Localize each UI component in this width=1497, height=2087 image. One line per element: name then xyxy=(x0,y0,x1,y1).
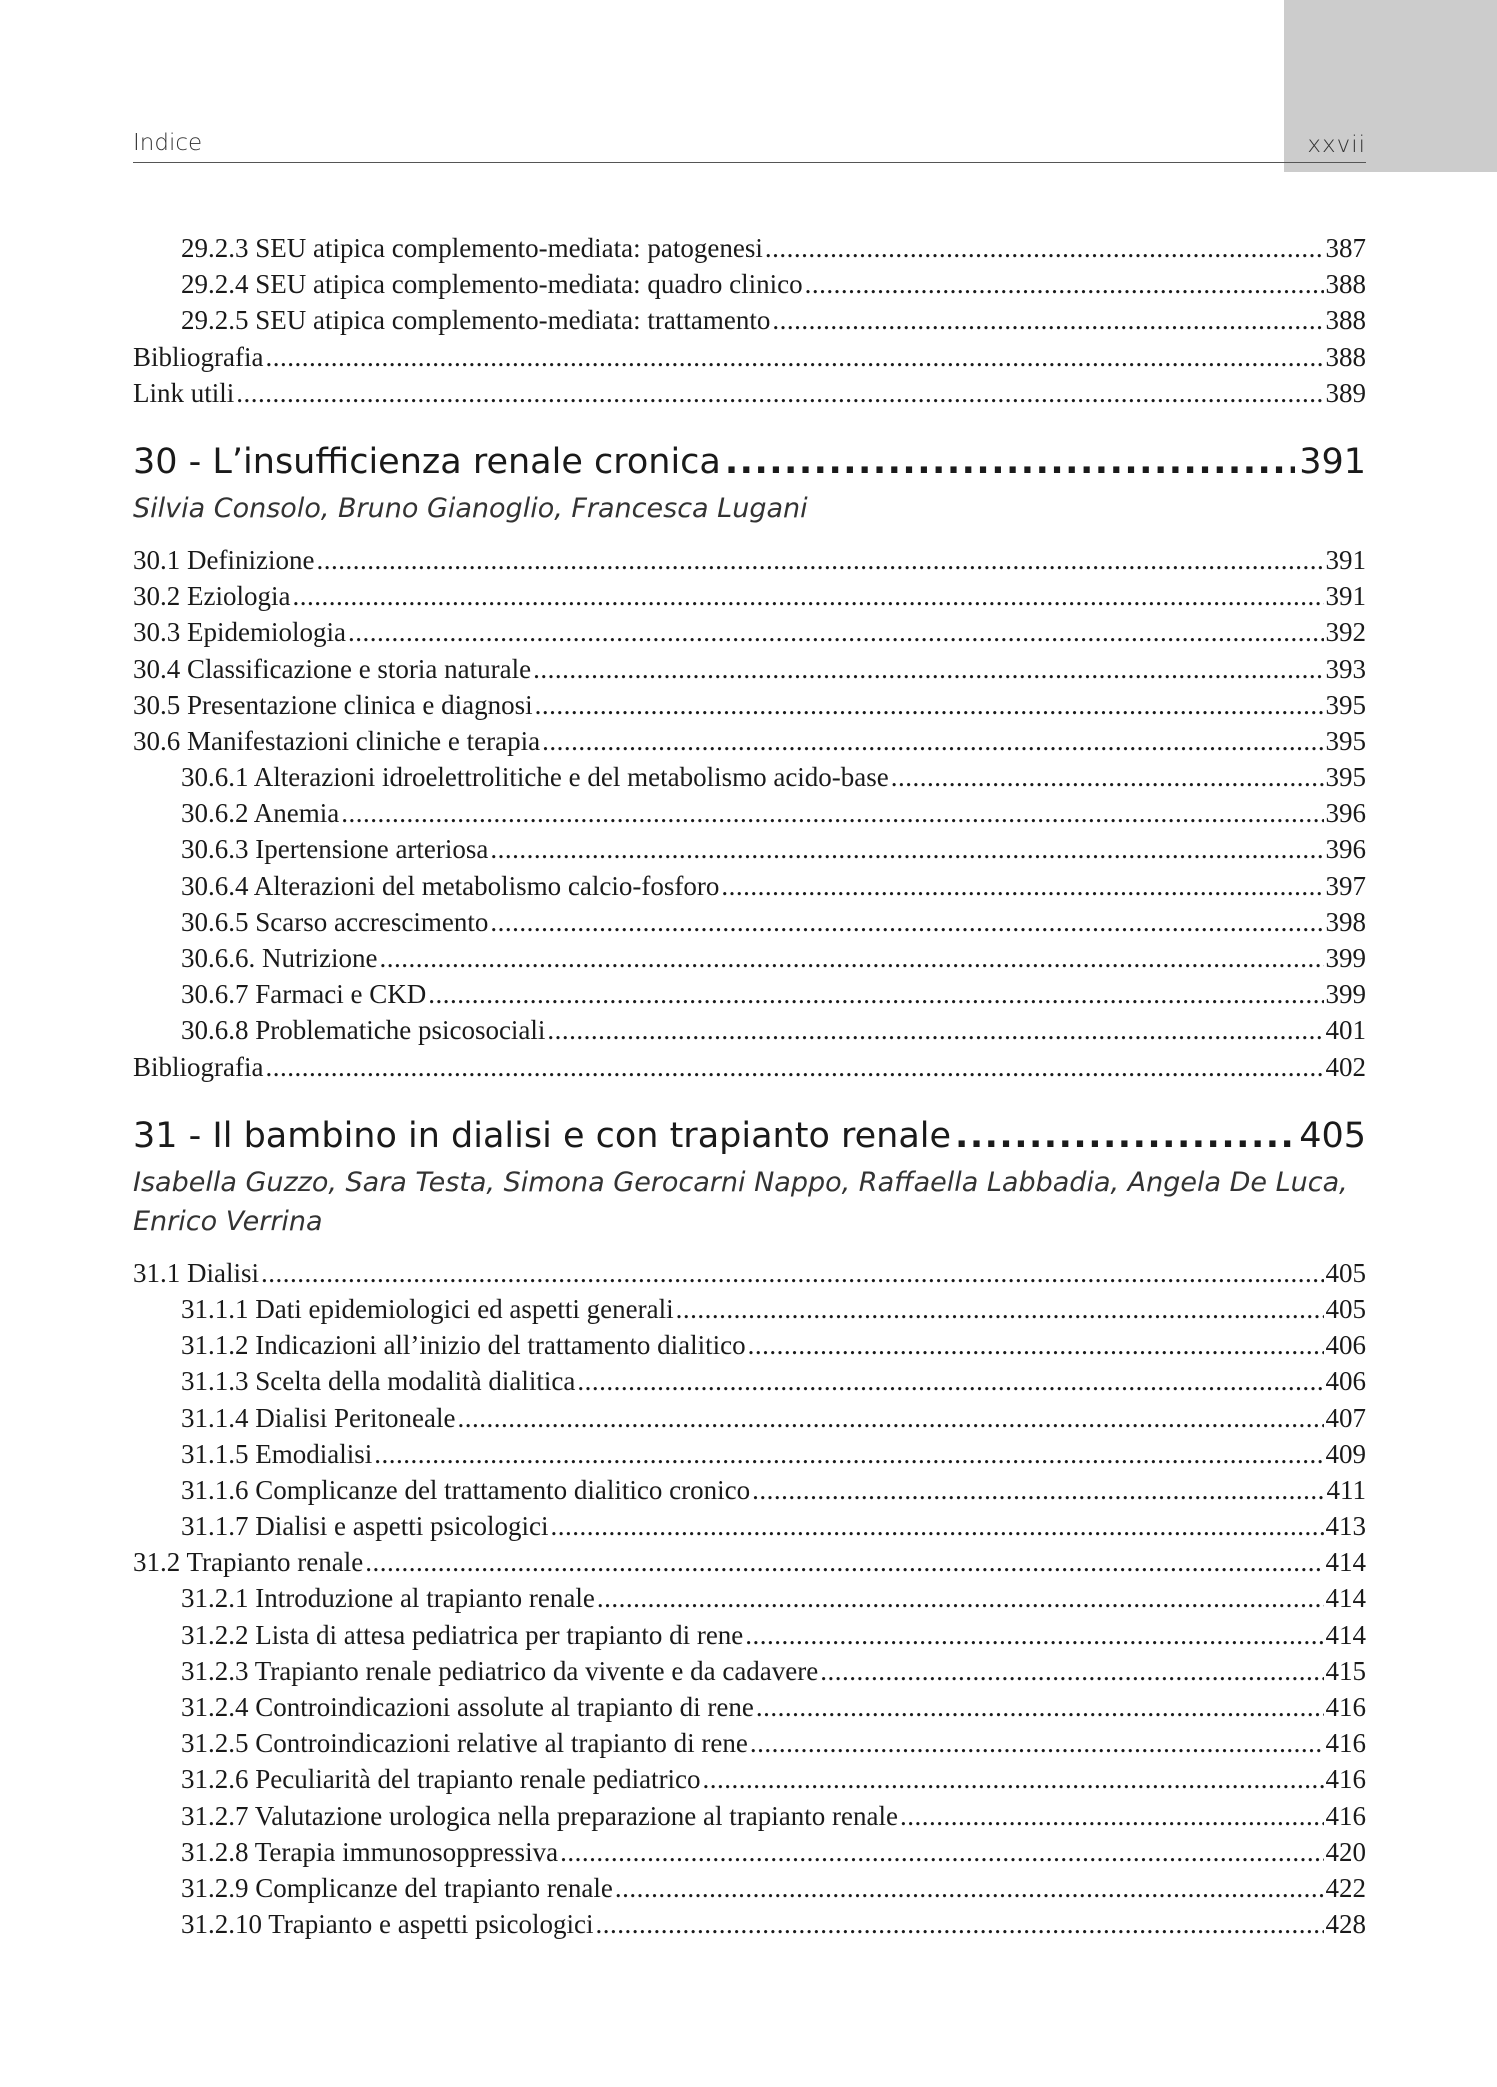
toc-entry[interactable] xyxy=(133,1012,1366,1048)
toc-entry[interactable] xyxy=(133,1472,1366,1508)
section-title: Indice xyxy=(133,130,203,156)
entry-page: 414 xyxy=(1325,1619,1366,1650)
entry-label: 31.2.9 Complicanze del trapianto renale xyxy=(181,1872,613,1903)
entry-label: 31.1.1 Dati epidemiologici ed aspetti generali xyxy=(181,1293,674,1324)
entry-label: 31.1.2 Indicazioni all’inizio del trattamento dialitico xyxy=(181,1330,746,1361)
entry-label: 31.2.2 Lista di attesa pediatrica per trapianto di rene xyxy=(181,1619,744,1650)
leader-dots xyxy=(820,1653,1323,1689)
entry-page: 389 xyxy=(1325,377,1366,408)
entry-page: 395 xyxy=(1325,689,1366,720)
entry-label: 30.6.4 Alterazioni del metabolismo calcio-fosforo xyxy=(181,870,720,901)
entry-label: 31.1.3 Scelta della modalità dialitica xyxy=(181,1366,576,1397)
toc-entry[interactable] xyxy=(133,1761,1366,1797)
toc-entry[interactable] xyxy=(133,1870,1366,1906)
toc-entry[interactable] xyxy=(133,1400,1366,1436)
leader-dots xyxy=(261,1255,1324,1291)
leader-dots xyxy=(721,868,1323,904)
toc-entry[interactable] xyxy=(133,687,1366,723)
toc-entry[interactable] xyxy=(133,1436,1366,1472)
leader-dots xyxy=(805,266,1324,302)
entry-label: 30.2 Eziologia xyxy=(133,581,291,612)
entry-page: 405 xyxy=(1325,1257,1366,1288)
entry-page: 406 xyxy=(1325,1330,1366,1361)
leader-dots xyxy=(374,1436,1323,1472)
entry-page: 413 xyxy=(1325,1511,1366,1542)
entry-label: 30.6.8 Problematiche psicosociali xyxy=(181,1015,546,1046)
entry-label: 31.2.6 Peculiarità del trapianto renale pediatrico xyxy=(181,1764,701,1795)
toc-entry[interactable] xyxy=(133,1255,1366,1291)
chapter-31-authors: Isabella Guzzo, Sara Testa, Simona Gerocarni Nappo, Raffaella Labbadia, Angela De Luca, Enrico Verrina xyxy=(133,1166,1348,1237)
entry-page: 402 xyxy=(1325,1051,1366,1082)
leader-dots xyxy=(428,976,1323,1012)
toc-entry[interactable] xyxy=(133,759,1366,795)
entry-label: 31.2.5 Controindicazioni relative al trapianto di rene xyxy=(181,1728,748,1759)
toc-entry[interactable] xyxy=(133,578,1366,614)
entry-page: 388 xyxy=(1325,341,1366,372)
entry-label: Bibliografia xyxy=(133,341,264,372)
toc-entry[interactable] xyxy=(133,614,1366,650)
entry-label: 31.1.4 Dialisi Peritoneale xyxy=(181,1402,456,1433)
entry-page: 415 xyxy=(1325,1655,1366,1686)
entry-page: 414 xyxy=(1325,1547,1366,1578)
toc-entry[interactable] xyxy=(133,1906,1366,1942)
leader-dots xyxy=(597,1580,1324,1616)
chapter-30-heading[interactable] xyxy=(133,439,1366,485)
chapter-30-entries xyxy=(133,542,1366,1085)
leader-dots xyxy=(703,1761,1324,1797)
entry-label: 30.6 Manifestazioni cliniche e terapia xyxy=(133,725,541,756)
leader-dots xyxy=(547,1012,1323,1048)
entry-page: 391 xyxy=(1325,581,1366,612)
toc-entry[interactable] xyxy=(133,1049,1366,1085)
chapter-page: 405 xyxy=(1299,1115,1366,1156)
entry-label: 30.6.3 Ipertensione arteriosa xyxy=(181,834,489,865)
leader-dots xyxy=(535,687,1324,723)
entry-page: 401 xyxy=(1325,1015,1366,1046)
leader-dots xyxy=(750,1725,1324,1761)
toc-entry[interactable] xyxy=(133,795,1366,831)
entry-page: 399 xyxy=(1325,979,1366,1010)
chapter-title: 30 - L’insufficienza renale cronica xyxy=(133,441,721,482)
leader-dots xyxy=(348,614,1324,650)
entry-page: 395 xyxy=(1325,725,1366,756)
leader-dots xyxy=(900,1798,1324,1834)
toc-entry[interactable] xyxy=(133,976,1366,1012)
entry-label: 30.6.5 Scarso accrescimento xyxy=(181,906,489,937)
leader-dots xyxy=(725,439,1295,485)
entry-label: 30.6.6. Nutrizione xyxy=(181,943,378,973)
leader-dots xyxy=(676,1291,1324,1327)
toc-entry[interactable] xyxy=(133,1291,1366,1327)
leader-dots xyxy=(533,651,1323,687)
leader-dots xyxy=(577,1363,1323,1399)
entry-page: 395 xyxy=(1325,762,1366,793)
entry-label: Bibliografia xyxy=(133,1051,264,1082)
entry-label: 31.2.8 Terapia immunosoppressiva xyxy=(181,1836,559,1867)
leader-dots xyxy=(490,831,1323,867)
entry-page: 387 xyxy=(1325,233,1366,263)
entry-page: 399 xyxy=(1325,943,1366,973)
entry-label: 29.2.5 SEU atipica complemento-mediata: trattamento xyxy=(181,305,771,336)
leader-dots xyxy=(265,1049,1323,1085)
entry-label: 30.1 Definizione xyxy=(133,544,315,575)
toc-entry[interactable] xyxy=(133,375,1366,411)
leader-dots xyxy=(891,759,1324,795)
leader-dots xyxy=(955,1113,1295,1159)
toc-entry[interactable] xyxy=(133,1327,1366,1363)
entry-page: 414 xyxy=(1325,1583,1366,1614)
leader-dots xyxy=(752,1472,1324,1508)
entry-page: 397 xyxy=(1325,870,1366,901)
entry-page: 388 xyxy=(1325,269,1366,300)
leader-dots xyxy=(490,904,1323,940)
chapter-page: 391 xyxy=(1299,441,1366,482)
chapter-title: 31 - Il bambino in dialisi e con trapianto renale xyxy=(133,1115,952,1156)
entry-label: 30.5 Presentazione clinica e diagnosi xyxy=(133,689,533,720)
leader-dots xyxy=(765,230,1324,266)
entry-label: 31.1.6 Complicanze del trattamento dialitico cronico xyxy=(181,1474,751,1505)
entry-page: 416 xyxy=(1325,1764,1366,1795)
continued-entries xyxy=(133,230,1366,411)
leader-dots xyxy=(316,542,1323,578)
entry-label: 30.3 Epidemiologia xyxy=(133,617,346,648)
toc-entry[interactable] xyxy=(133,1363,1366,1399)
entry-label: 31.1.5 Emodialisi xyxy=(181,1438,373,1469)
leader-dots xyxy=(379,940,1323,976)
entry-label: 30.6.2 Anemia xyxy=(181,798,340,829)
leader-dots xyxy=(341,795,1323,831)
toc-entry[interactable] xyxy=(133,651,1366,687)
toc-entry[interactable] xyxy=(133,1653,1366,1689)
entry-label: 31.2 Trapianto renale xyxy=(133,1547,364,1578)
leader-dots xyxy=(457,1400,1323,1436)
leader-dots xyxy=(560,1834,1323,1870)
leader-dots xyxy=(615,1870,1324,1906)
entry-label: 29.2.4 SEU atipica complemento-mediata: quadro clinico xyxy=(181,269,803,300)
toc-entry[interactable] xyxy=(133,542,1366,578)
table-of-contents xyxy=(133,230,1366,1942)
chapter-30-authors: Silvia Consolo, Bruno Gianoglio, Francesca Lugani xyxy=(133,492,808,524)
page-number: xxvii xyxy=(1307,132,1366,158)
entry-page: 405 xyxy=(1325,1293,1366,1324)
entry-page: 396 xyxy=(1325,834,1366,865)
entry-page: 388 xyxy=(1325,305,1366,336)
entry-page: 428 xyxy=(1325,1909,1366,1940)
toc-entry[interactable] xyxy=(133,266,1366,302)
entry-page: 396 xyxy=(1325,798,1366,829)
entry-page: 392 xyxy=(1325,617,1366,648)
entry-label: 31.2.10 Trapianto e aspetti psicologici xyxy=(181,1909,594,1940)
entry-page: 422 xyxy=(1325,1872,1366,1903)
leader-dots xyxy=(772,302,1323,338)
entry-page: 398 xyxy=(1325,906,1366,937)
entry-page: 407 xyxy=(1325,1402,1366,1433)
entry-page: 391 xyxy=(1325,544,1366,575)
leader-dots xyxy=(756,1689,1324,1725)
leader-dots xyxy=(595,1906,1323,1942)
entry-page: 409 xyxy=(1325,1438,1366,1469)
toc-entry[interactable] xyxy=(133,1617,1366,1653)
entry-label: 31.2.3 Trapianto renale pediatrico da vivente e da cadavere xyxy=(181,1655,819,1686)
toc-entry[interactable] xyxy=(133,1725,1366,1761)
entry-page: 393 xyxy=(1325,653,1366,684)
toc-entry[interactable] xyxy=(133,1580,1366,1616)
toc-entry[interactable] xyxy=(133,230,1366,266)
toc-entry[interactable] xyxy=(133,904,1366,940)
leader-dots xyxy=(745,1617,1323,1653)
entry-page: 416 xyxy=(1325,1692,1366,1722)
toc-entry[interactable] xyxy=(133,1544,1366,1580)
entry-page: 416 xyxy=(1325,1728,1366,1759)
leader-dots xyxy=(265,339,1323,375)
toc-entry[interactable] xyxy=(133,831,1366,867)
entry-page: 406 xyxy=(1325,1366,1366,1397)
entry-label: Link utili xyxy=(133,377,235,408)
entry-page: 416 xyxy=(1325,1800,1366,1831)
entry-page: 411 xyxy=(1326,1474,1366,1505)
toc-entry[interactable] xyxy=(133,1798,1366,1834)
entry-label: 31.2.7 Valutazione urologica nella preparazione al trapianto renale xyxy=(181,1800,898,1831)
entry-label: 30.6.7 Farmaci e CKD xyxy=(181,979,427,1010)
toc-entry[interactable] xyxy=(133,1689,1366,1725)
leader-dots xyxy=(236,375,1323,411)
entry-page: 420 xyxy=(1325,1836,1366,1867)
entry-label: 31.1.7 Dialisi e aspetti psicologici xyxy=(181,1511,549,1542)
toc-entry[interactable] xyxy=(133,1834,1366,1870)
leader-dots xyxy=(365,1544,1323,1580)
toc-entry[interactable] xyxy=(133,868,1366,904)
entry-label: 30.6.1 Alterazioni idroelettrolitiche e del metabolismo acido-base xyxy=(181,762,889,793)
leader-dots xyxy=(542,723,1323,759)
leader-dots xyxy=(292,578,1323,614)
toc-entry[interactable] xyxy=(133,339,1366,375)
toc-entry[interactable] xyxy=(133,723,1366,759)
leader-dots xyxy=(550,1508,1323,1544)
running-header xyxy=(133,124,1366,163)
leader-dots xyxy=(748,1327,1324,1363)
chapter-31-entries xyxy=(133,1255,1366,1943)
toc-entry[interactable] xyxy=(133,302,1366,338)
entry-label: 31.2.4 Controindicazioni assolute al trapianto di rene xyxy=(181,1692,754,1722)
entry-label: 29.2.3 SEU atipica complemento-mediata: patogenesi xyxy=(181,233,763,263)
chapter-31-heading[interactable] xyxy=(133,1113,1366,1159)
toc-entry[interactable] xyxy=(133,1508,1366,1544)
toc-entry[interactable] xyxy=(133,940,1366,976)
entry-label: 31.2.1 Introduzione al trapianto renale xyxy=(181,1583,595,1614)
entry-label: 31.1 Dialisi xyxy=(133,1257,259,1288)
entry-label: 30.4 Classificazione e storia naturale xyxy=(133,653,532,684)
